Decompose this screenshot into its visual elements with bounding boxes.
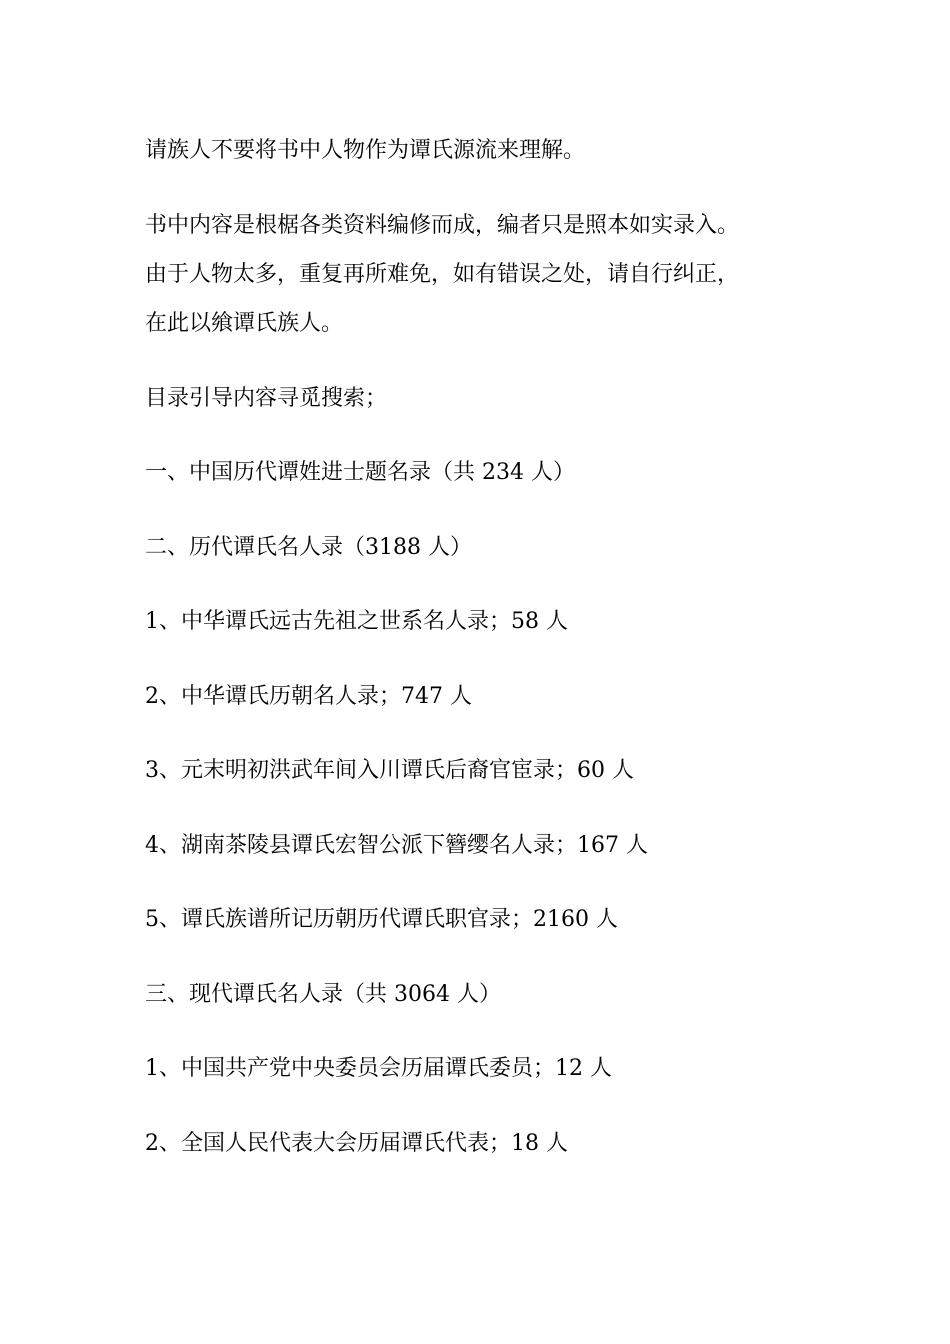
notice-line: 请族人不要将书中人物作为谭氏源流来理解。	[145, 138, 586, 163]
toc-item: 4、湖南茶陵县谭氏宏智公派下簪缨名人录；167 人	[145, 833, 648, 858]
toc-item: 2、全国人民代表大会历届谭氏代表；18 人	[145, 1131, 568, 1156]
toc-section-3: 三、现代谭氏名人录（共 3064 人）	[145, 982, 501, 1007]
compilation-note-line-2: 由于人物太多，重复再所难免，如有错误之处，请自行纠正，	[145, 262, 740, 287]
toc-item: 2、中华谭氏历朝名人录；747 人	[145, 684, 472, 709]
toc-section-2: 二、历代谭氏名人录（3188 人）	[145, 535, 472, 560]
toc-item: 1、中国共产党中央委员会历届谭氏委员；12 人	[145, 1056, 612, 1081]
compilation-note-line-1: 书中内容是根椐各类资料编修而成，编者只是照本如实录入。	[145, 213, 740, 238]
toc-item: 5、谭氏族谱所记历朝历代谭氏职官录；2160 人	[145, 907, 618, 932]
toc-item: 1、中华谭氏远古先祖之世系名人录；58 人	[145, 609, 568, 634]
toc-section-1: 一、中国历代谭姓进士题名录（共 234 人）	[145, 460, 575, 485]
compilation-note-line-3: 在此以飨谭氏族人。	[145, 311, 344, 336]
toc-item: 3、元末明初洪武年间入川谭氏后裔官宦录；60 人	[145, 758, 634, 783]
toc-intro: 目录引导内容寻觅搜索；	[145, 386, 388, 411]
